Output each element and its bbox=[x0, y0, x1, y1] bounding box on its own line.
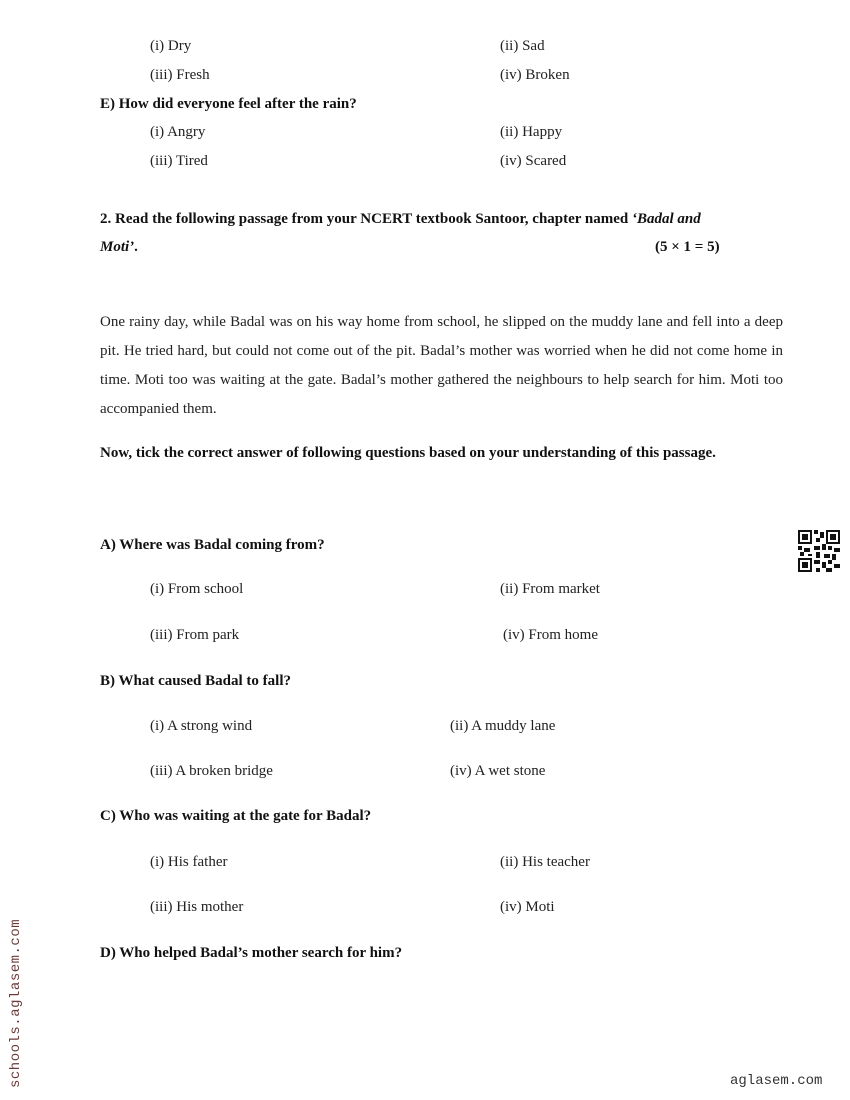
question-a: A) Where was Badal coming from? bbox=[100, 537, 325, 553]
question-a-option-1: (i) From school bbox=[150, 581, 244, 597]
question-b-option-2: (ii) A muddy lane bbox=[450, 718, 556, 734]
chapter-title-part1: ‘Badal and bbox=[632, 211, 701, 227]
question-c-option-2: (ii) His teacher bbox=[500, 854, 590, 870]
option-broken: (iv) Broken bbox=[500, 67, 570, 83]
side-watermark: schools.aglasem.com bbox=[8, 918, 24, 1088]
question-c-option-3: (iii) His mother bbox=[150, 899, 244, 915]
question-b-option-1: (i) A strong wind bbox=[150, 718, 253, 734]
question-c-option-1: (i) His father bbox=[150, 854, 228, 870]
passage: One rainy day, while Badal was on his way home from school, he slipped on the muddy lane and fell into a deep pit. He tried hard, but could not come out of the pit. Badal’s mother was worried when he did not come home in time. Moti too was waiting at the gate. Badal’s mother gathered the neighbours to help search for him. Moti too accompanied them. bbox=[100, 314, 783, 417]
question-e-option-4: (iv) Scared bbox=[500, 153, 567, 169]
question-d: D) Who helped Badal’s mother search for him? bbox=[100, 945, 403, 961]
question-e-option-2: (ii) Happy bbox=[500, 124, 563, 140]
bottom-watermark: aglasem.com bbox=[730, 1073, 823, 1089]
option-sad: (ii) Sad bbox=[500, 38, 545, 54]
chapter-title-part2: Moti’ bbox=[100, 239, 135, 255]
instruction: Now, tick the correct answer of following questions based on your understanding of this passage. bbox=[100, 445, 716, 461]
section-2-heading bbox=[100, 211, 701, 228]
question-b-option-3: (iii) A broken bridge bbox=[150, 763, 273, 779]
question-a-option-4: (iv) From home bbox=[503, 627, 598, 643]
question-b: B) What caused Badal to fall? bbox=[100, 673, 291, 689]
question-a-option-2: (ii) From market bbox=[500, 581, 600, 597]
question-c: C) Who was waiting at the gate for Badal? bbox=[100, 808, 372, 824]
section-2-heading-line2 bbox=[100, 239, 138, 256]
question-b-option-4: (iv) A wet stone bbox=[450, 763, 546, 779]
option-dry: (i) Dry bbox=[150, 38, 192, 54]
section-2-heading-text: 2. Read the following passage from your NCERT textbook Santoor, chapter named bbox=[100, 211, 633, 227]
question-a-option-3: (iii) From park bbox=[150, 627, 240, 643]
marks-label: (5 × 1 = 5) bbox=[655, 239, 720, 255]
qr-code-icon bbox=[798, 530, 840, 572]
option-fresh: (iii) Fresh bbox=[150, 67, 210, 83]
heading-period: . bbox=[134, 239, 138, 255]
question-e: E) How did everyone feel after the rain? bbox=[100, 96, 357, 112]
question-c-option-4: (iv) Moti bbox=[500, 899, 555, 915]
question-e-option-1: (i) Angry bbox=[150, 124, 206, 140]
question-e-option-3: (iii) Tired bbox=[150, 153, 208, 169]
